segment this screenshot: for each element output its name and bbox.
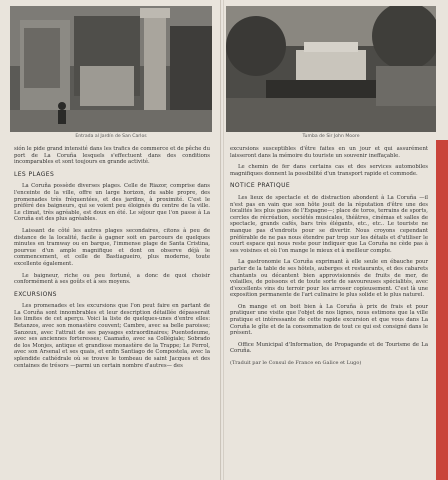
plages-paragraph-2: Laissant de côté les autres plages secondaires, citons à peu de distance de la localité, facile à gagner soit en parcours de quelques minutes en tramway ou en barque, l'immense plage de Santa Cristina, pourvue d'un ample magnifique et dont on observe déjà le commencement, et celle de Bastiagueiro, plus moderne, toute excellente également. — [14, 227, 210, 267]
section-heading-notice: NOTICE PRATIQUE — [230, 182, 291, 190]
right-intro-paragraph: excursions susceptibles d'être faites en un jour et qui assurément laisseront dans la mémoire du touriste un souvenir ineffaçable. — [230, 146, 428, 159]
notice-paragraph-1: Les lieux de spectacle et de distraction abondent à La Coruña —il n'est pas en vain que son hôte jouit de la réputation d'être une des localités les plus gaies de l'Espagne—; place de toros, terrains de sports, cercles de récréation, sociétés musicales, théâtres, cinémas et salles de spectacle, grands cafés, bars très élégants, etc., etc.. Le touriste ne manque pas d'endroits pour se divertir. Nous croyons cependant préférable de ne pas nous étendre par trop sur les détails et d'utiliser le court espace qui nous reste pour indiquer que La Coruña ne cède pas à ses voisines et où l'on mange le mieux et à meilleur compte. — [230, 194, 428, 254]
notice-paragraph-3: On mange et on boit bien à La Coruña à prix de frais et pour pratiquer une visite que l'objet de nos lignes, nous estimons que la ville pratique et intéressante de cette rapide excursion et que vous dans La Coruña le gîte et de la consommation de tout ce qui est consigné dans le présent. — [230, 303, 428, 337]
plages-paragraph-1: La Coruña possède diverses plages. Celle de Riazor, comprise dans l'enceinte de la ville, offre un large horizon, du sable propre, des promenades très fréquentées, et des jardins, à proximité. C'est le préféré des baigneurs, qui se voient peu éloignés du centre de la ville. Le climat, très agréable, est doux en été. Le séjour que l'on passe à La Coruña est des plus agréables. — [14, 183, 210, 223]
notice-paragraph-2: La gastronomie La Coruña exprimant à elle seule en ébauche pour parler de la table de ses hôtels, auberges et restaurants, et des cabarets chantants ou décantent bien approvisionnés de fruits de mer, de volailles, de poissons et de toute sorte de savoureuses spécialités, avec d'excellents vins du terroir pour les arroser copieusement. C'est là une exposition permanente de l'art culinaire le plus solide et le plus naturel. — [230, 259, 428, 299]
office-signature: Office Municipal d'Information, de Propagande et de Tourisme de La Coruña. — [230, 341, 428, 355]
garden-entrance-image — [10, 6, 212, 132]
right-intro-paragraph-2: Le chemin de fer dans certains cas et des services automobiles magnifiques donnent la possibilité d'un transport rapide et commode. — [230, 164, 428, 177]
red-band — [436, 140, 448, 480]
section-heading-plages: LES PLAGES — [14, 170, 55, 178]
section-heading-excursions: EXCURSIONS — [14, 290, 57, 298]
translation-credit: (Traduit par le Consul de France en Galice et Lugo) — [230, 360, 362, 367]
photo-caption-left: Entrada al Jardín de San Carlos — [75, 134, 147, 139]
page-fold — [220, 0, 224, 480]
photo-garden-entrance — [10, 6, 212, 132]
photo-moore-tomb — [226, 6, 436, 132]
left-column-text — [14, 146, 210, 374]
red-edge-strip — [436, 0, 448, 480]
right-column-text — [230, 146, 428, 367]
moore-tomb-image — [226, 6, 436, 132]
photo-caption-right: Tumba de Sir John Moore — [302, 134, 360, 139]
plages-paragraph-3: Le baigneur, riche ou peu fortuné, a donc de quoi choisir conformément à ses goûts et à ses moyens. — [14, 272, 210, 286]
left-intro-paragraph: sión le pide grand intensité dans les trafics de commerce et de pêche du port de La Coruña lesquels s'effectuent dans des conditions incomparables et sont toujours en grande activité. — [14, 146, 210, 166]
excursions-paragraph-1: Les promenades et les excursions que l'on peut faire en partant de La Coruña sont innombrables et leur description détaillée dépasserait les limites de cet aperçu. Voici la liste de quelques-unes d'entre elles: Betanzos, avec son monastère couvent; Cambre, avec sa belle paroisse; Sanzeux, avec l'attrait de ses paysages extraordinaires; Puentedeume, avec ses anciennes forteresses; Caamaño, avec sa Collégiale; Sobrado de los Monjes, antique et grandiose monastère de la Trappe; Le Ferrol, avec son Arsenal et ses quais, et enfin Santiago de Compostela, avec la splendide cathédrale où se trouve le tombeau de saint Jacques et des centaines de trésors —parmi un certain nombre d'autres— des — [14, 303, 210, 369]
